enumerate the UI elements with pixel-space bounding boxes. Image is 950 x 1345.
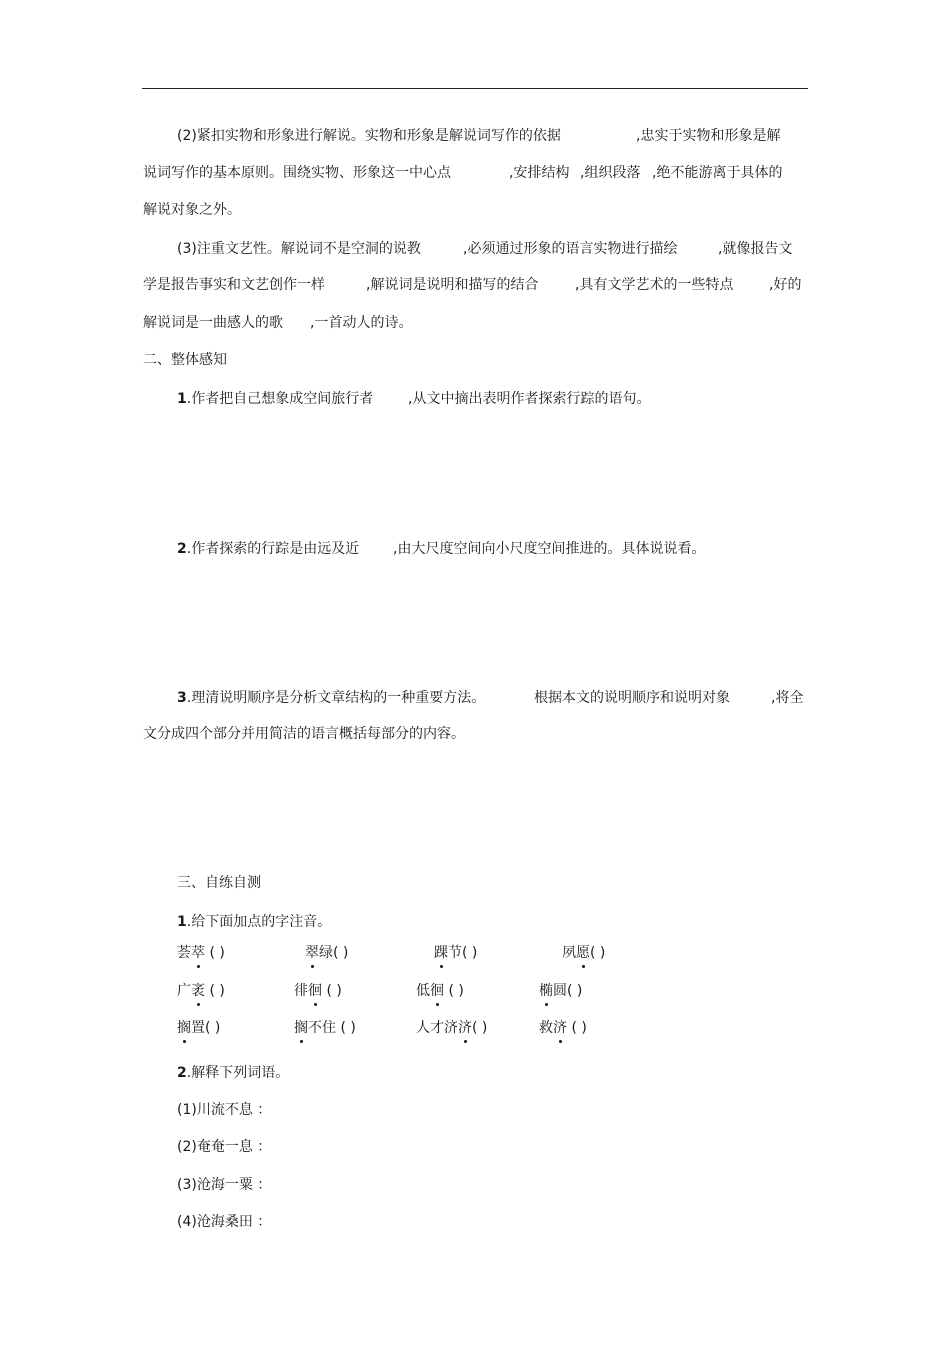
- para-2-line-3-a: 解说对象之外。: [143, 202, 241, 218]
- pinyin-item: 广袤 ( ): [177, 983, 225, 999]
- para-2-line-2-c: ,组织段落: [580, 165, 641, 181]
- definition-item-1: (1)川流不息 ：: [177, 1102, 272, 1118]
- dotted-char: 踝: [434, 945, 448, 961]
- para-2-line-2-b: ,安排结构: [509, 165, 570, 181]
- question-3-1: [177, 913, 331, 931]
- question-number: 3: [177, 690, 187, 706]
- dotted-char: 搁: [177, 1020, 191, 1036]
- answer-blank[interactable]: ( ): [333, 945, 349, 961]
- question-3-2: [177, 1064, 289, 1082]
- question-text-a: .作者探索的行踪是由远及近: [186, 541, 360, 557]
- para-3-line-2-b: ,解说词是说明和描写的结合: [366, 277, 539, 293]
- answer-blank[interactable]: ( ): [567, 983, 583, 999]
- dotted-char: 搁: [294, 1020, 308, 1036]
- definition-item-3: (3)沧海一粟 ：: [177, 1177, 272, 1193]
- pinyin-item: 荟萃 ( ): [177, 945, 225, 961]
- question-text-a: .作者把自己想象成空间旅行者: [186, 391, 374, 407]
- question-number: 1: [177, 391, 187, 407]
- dotted-char: 愿: [576, 945, 590, 961]
- pinyin-item: 踝节( ): [434, 945, 478, 961]
- para-3-line-2-d: ,好的: [769, 277, 802, 293]
- definition-item-2: (2)奄奄一息 ：: [177, 1139, 272, 1155]
- question-text-c: ,将全: [771, 690, 804, 706]
- para-2-line-1-a: (2)紧扣实物和形象进行解说。实物和形象是解说词写作的依据: [177, 128, 561, 144]
- para-3-line-1-b: ,必须通过形象的语言实物进行描绘: [463, 241, 678, 257]
- definition-item-4: (4)沧海桑田 ：: [177, 1214, 272, 1230]
- answer-blank[interactable]: ( ): [205, 1020, 221, 1036]
- pinyin-item: 搁置( ): [177, 1020, 221, 1036]
- question-text-b: ,由大尺度空间向小尺度空间推进的。具体说说看。: [393, 541, 706, 557]
- question-2-3-line-2: 文分成四个部分并用简洁的语言概括每部分的内容。: [143, 726, 465, 742]
- answer-blank[interactable]: ( ): [209, 983, 225, 999]
- answer-blank[interactable]: ( ): [571, 1020, 587, 1036]
- pinyin-item: 翠绿( ): [305, 945, 349, 961]
- question-number: 2: [177, 1065, 187, 1081]
- pinyin-item: 救济 ( ): [539, 1020, 587, 1036]
- para-3-line-1-c: ,就像报告文: [718, 241, 793, 257]
- dotted-char: 袤: [191, 983, 205, 999]
- dotted-char: 徊: [308, 983, 322, 999]
- section-three-heading: 三、自练自测: [177, 875, 261, 891]
- header-rule: [142, 88, 808, 89]
- para-3-line-3-a: 解说词是一曲感人的歌: [143, 315, 283, 331]
- section-two-heading: 二、整体感知: [143, 352, 227, 368]
- answer-blank[interactable]: ( ): [340, 1020, 356, 1036]
- answer-blank[interactable]: ( ): [448, 983, 464, 999]
- answer-blank[interactable]: ( ): [590, 945, 606, 961]
- para-2-line-1-b: ,忠实于实物和形象是解: [636, 128, 781, 144]
- question-prompt: .给下面加点的字注音。: [186, 914, 332, 930]
- para-3-line-1-a: (3)注重文艺性。解说词不是空洞的说教: [177, 241, 421, 257]
- para-2-line-2-a: 说词写作的基本原则。围绕实物、形象这一中心点: [143, 165, 451, 181]
- dotted-char: 翠: [305, 945, 319, 961]
- question-text-b: ,从文中摘出表明作者探索行踪的语句。: [408, 391, 651, 407]
- question-text-a: .理清说明顺序是分析文章结构的一种重要方法。: [186, 690, 486, 706]
- para-2-line-2-d: ,绝不能游离于具体的: [652, 165, 783, 181]
- pinyin-item: 人才济济( ): [416, 1020, 488, 1036]
- dotted-char: 椭: [539, 983, 553, 999]
- pinyin-item: 搁不住 ( ): [294, 1020, 356, 1036]
- pinyin-item: 夙愿( ): [562, 945, 606, 961]
- answer-blank[interactable]: ( ): [462, 945, 478, 961]
- dotted-char: 济: [458, 1020, 472, 1036]
- answer-blank[interactable]: ( ): [326, 983, 342, 999]
- pinyin-item: 徘徊 ( ): [294, 983, 342, 999]
- question-prompt: .解释下列词语。: [186, 1065, 290, 1081]
- para-3-line-2-a: 学是报告事实和文艺创作一样: [143, 277, 325, 293]
- para-3-line-2-c: ,具有文学艺术的一些特点: [575, 277, 734, 293]
- answer-blank[interactable]: ( ): [209, 945, 225, 961]
- dotted-char: 萃: [191, 945, 205, 961]
- dotted-char: 济: [553, 1020, 567, 1036]
- question-number: 1: [177, 914, 187, 930]
- pinyin-item: 低徊 ( ): [416, 983, 464, 999]
- question-text-b: 根据本文的说明顺序和说明对象: [534, 690, 730, 706]
- dotted-char: 徊: [430, 983, 444, 999]
- pinyin-item: 椭圆( ): [539, 983, 583, 999]
- para-3-line-3-b: ,一首动人的诗。: [310, 315, 413, 331]
- answer-blank[interactable]: ( ): [472, 1020, 488, 1036]
- question-number: 2: [177, 541, 187, 557]
